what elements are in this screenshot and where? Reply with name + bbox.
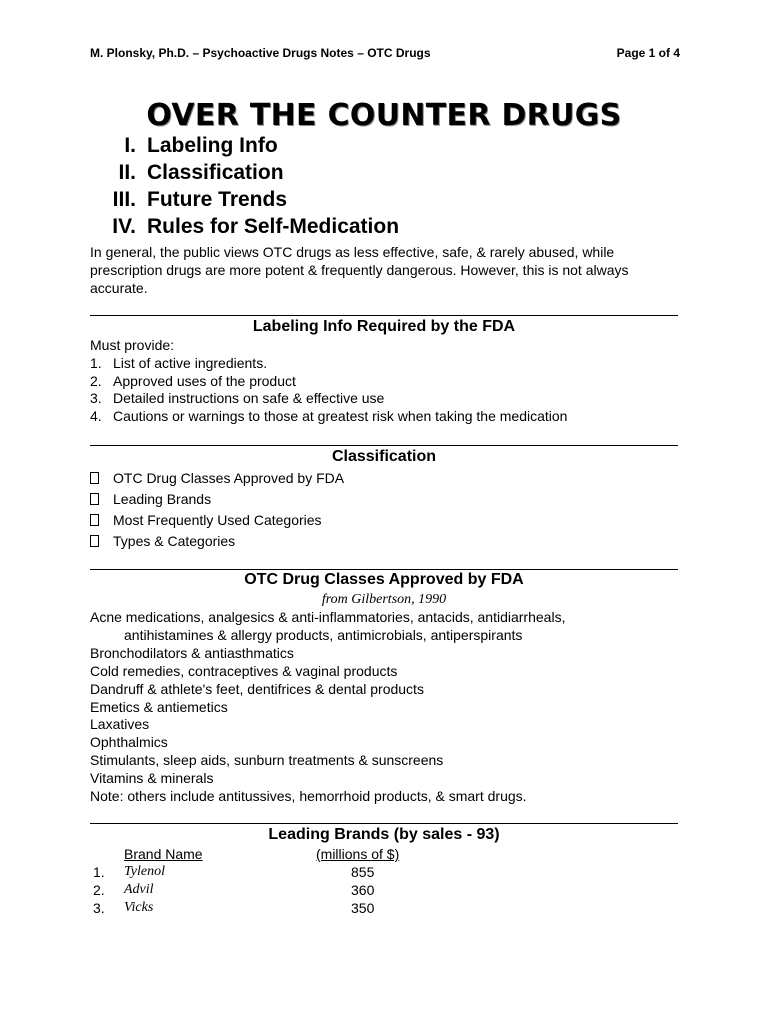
bullet-text: Most Frequently Used Categories [113,512,322,528]
outline-item [90,188,650,215]
brand-name: Tylenol [124,864,165,879]
brand-name: Advil [124,882,154,897]
outline-number: I. [124,134,136,157]
intro-line: prescription drugs are more potent & frequently dangerous. However, this is not always [90,262,629,278]
list-item [90,373,690,391]
list-item [90,408,690,426]
list-number: 1. [90,354,102,371]
list-text: Approved uses of the product [113,372,296,389]
section-divider [90,445,678,446]
row-number: 3. [93,900,105,916]
bullet-text: Types & Categories [113,533,236,549]
class-line: Laxatives [90,716,150,733]
table-row [90,900,690,918]
brand-name: Vicks [124,900,154,915]
list-text: List of active ingredients. [113,354,268,371]
list-number: 4. [90,408,102,425]
brand-sales: 360 [351,882,375,898]
class-line: Dandruff & athlete's feet, dentifrices & dental products [90,680,424,697]
outline-number: II. [118,161,136,184]
intro-line: accurate. [90,280,148,296]
header-author-title: M. Plonsky, Ph.D. – Psychoactive Drugs Notes – OTC Drugs [90,46,431,60]
class-line: antihistamines & allergy products, antimicrobials, antiperspirants [124,626,523,643]
labeling-list [90,337,690,426]
labeling-lead: Must provide: [90,337,175,353]
list-text: Cautions or warnings to those at greatest risk when taking the medication [113,408,568,425]
checkbox-bullet-icon [90,472,99,484]
section-title-otc-classes: OTC Drug Classes Approved by FDA [244,571,524,588]
checkbox-bullet-icon [90,493,99,505]
brands-table [90,846,690,918]
outline-text: Classification [147,161,284,184]
section-divider [90,315,678,316]
list-text: Detailed instructions on safe & effective use [113,390,385,407]
classification-list [90,470,590,554]
class-line: Bronchodilators & antiasthmatics [90,644,294,661]
class-line: Note: others include antitussives, hemorrhoid products, & smart drugs. [90,788,527,805]
intro-line: In general, the public views OTC drugs as less effective, safe, & rarely abused, while [90,244,615,260]
row-number: 1. [93,864,105,880]
intro-paragraph [90,243,690,297]
class-line: Stimulants, sleep aids, sunburn treatments & sunscreens [90,752,444,769]
outline-item [90,161,650,188]
outline-text: Future Trends [147,188,288,211]
outline-item [90,134,650,161]
column-header-brand: Brand Name [124,846,203,862]
otc-classes-list [90,609,690,806]
class-line: Cold remedies, contraceptives & vaginal products [90,662,398,679]
class-line: Ophthalmics [90,734,168,751]
outline-text: Rules for Self-Medication [147,215,400,238]
list-item [90,390,690,408]
section-title-brands: Leading Brands (by sales - 93) [268,826,500,843]
class-line: Vitamins & minerals [90,770,214,787]
section-title-classification: Classification [331,448,437,465]
outline-text: Labeling Info [147,134,278,157]
brand-sales: 350 [351,900,375,916]
bullet-item [90,512,590,533]
brands-table-header [90,846,690,864]
table-row [90,882,690,900]
list-number: 2. [90,372,102,389]
bullet-item [90,491,590,512]
outline-number: IV. [112,215,136,238]
brand-sales: 855 [351,864,375,880]
bullet-item [90,533,590,554]
bullet-text: OTC Drug Classes Approved by FDA [113,470,345,486]
checkbox-bullet-icon [90,535,99,547]
topic-outline [90,134,650,242]
outline-item [90,215,650,242]
outline-number: III. [112,188,136,211]
list-number: 3. [90,390,102,407]
class-line: Acne medications, analgesics & anti-inflammatories, antacids, antidiarrheals, [90,609,566,625]
list-item [90,355,690,373]
bullet-text: Leading Brands [113,491,212,507]
checkbox-bullet-icon [90,514,99,526]
page-number: Page 1 of 4 [616,46,680,60]
document-title: OVER THE COUNTER DRUGS [146,98,622,133]
table-row [90,864,690,882]
column-header-sales: (millions of $) [316,846,400,862]
section-divider [90,823,678,824]
section-title-labeling: Labeling Info Required by the FDA [252,318,516,335]
row-number: 2. [93,882,105,898]
source-citation: from Gilbertson, 1990 [321,592,447,607]
bullet-item [90,470,590,491]
section-divider [90,569,678,570]
class-line: Emetics & antiemetics [90,698,228,715]
